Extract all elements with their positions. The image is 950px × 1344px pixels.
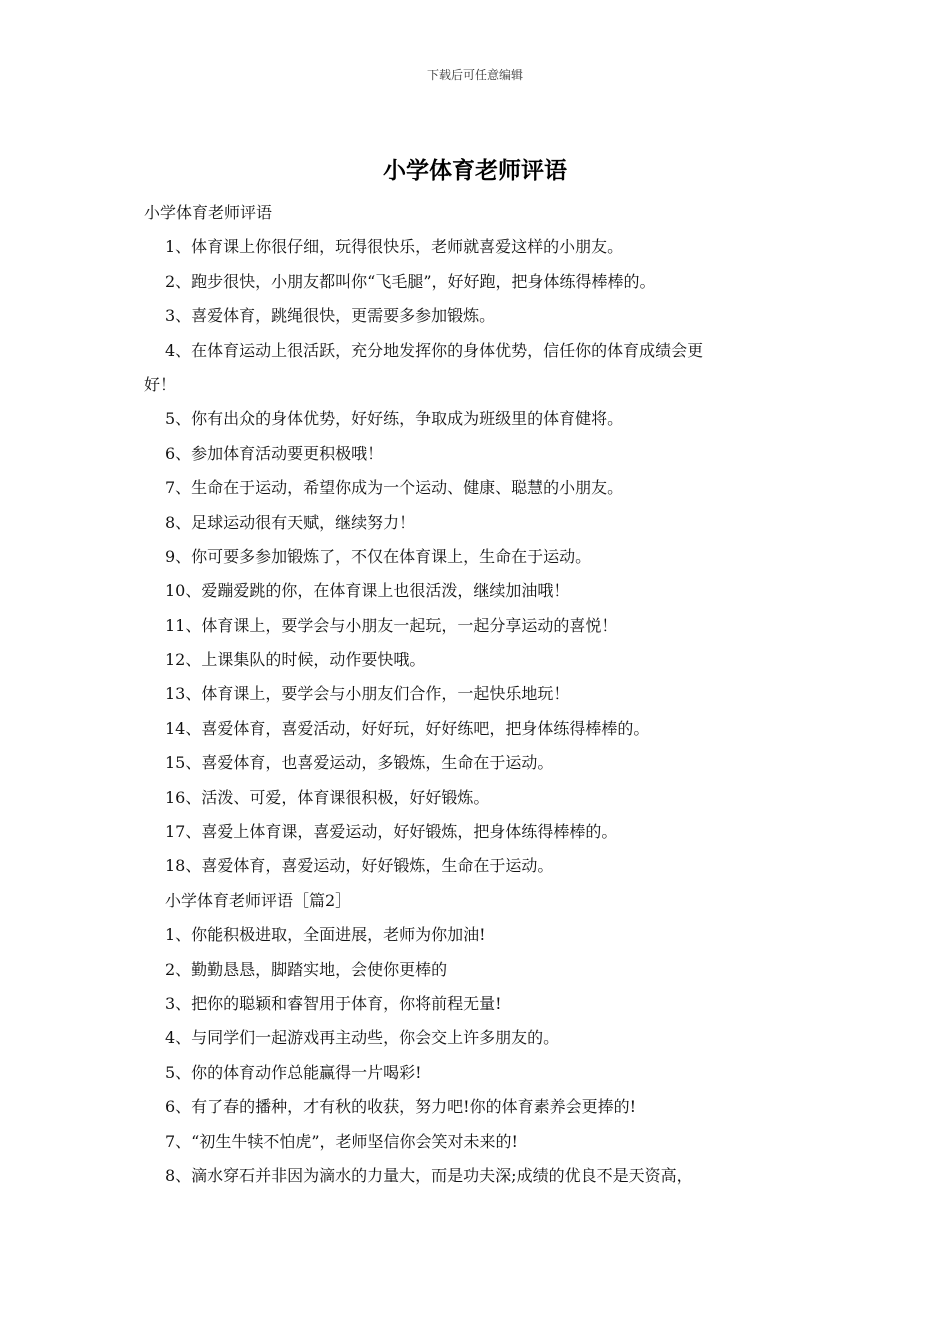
text-line: 11、体育课上，要学会与小朋友一起玩，一起分享运动的喜悦！: [165, 615, 618, 635]
text-line: 3、把你的聪颖和睿智用于体育，你将前程无量!: [165, 993, 502, 1013]
text-line: 10、爱蹦爱跳的你，在体育课上也很活泼，继续加油哦！: [165, 581, 570, 601]
text-line: 6、有了春的播种，才有秋的收获，努力吧!你的体育素养会更捧的!: [165, 1097, 637, 1117]
text-line: 17、喜爱上体育课，喜爱运动，好好锻炼，把身体练得棒棒的。: [165, 822, 618, 842]
text-line: 4、在体育运动上很活跃，充分地发挥你的身体优势，信任你的体育成绩会更: [165, 340, 704, 360]
text-line: 好！: [144, 374, 177, 394]
text-line: 2、勤勤恳恳，脚踏实地，会使你更棒的: [165, 959, 448, 979]
text-line: 14、喜爱体育，喜爱活动，好好玩，好好练吧，把身体练得棒棒的。: [165, 718, 650, 738]
header-note: 下载后可任意编辑: [426, 68, 523, 82]
document-title: 小学体育老师评语: [383, 157, 567, 184]
text-line: 15、喜爱体育，也喜爱运动，多锻炼，生命在于运动。: [165, 753, 554, 773]
text-line: 18、喜爱体育，喜爱运动，好好锻炼，生命在于运动。: [165, 856, 554, 876]
text-line: 8、滴水穿石并非因为滴水的力量大，而是功夫深;成绩的优良不是天资高，: [165, 1165, 693, 1185]
text-line: 3、喜爱体育，跳绳很快，更需要多参加锻炼。: [165, 306, 496, 326]
text-line: 16、活泼、可爱，体育课很积极，好好锻炼。: [165, 787, 490, 807]
text-line: 12、上课集队的时候，动作要快哦。: [165, 650, 426, 670]
text-line: 5、你有出众的身体优势，好好练，争取成为班级里的体育健将。: [165, 409, 624, 429]
text-line: 7、“初生牛犊不怕虎”，老师坚信你会笑对未来的!: [165, 1131, 518, 1151]
text-line: 7、生命在于运动，希望你成为一个运动、健康、聪慧的小朋友。: [165, 478, 624, 498]
text-line: 8、足球运动很有天赋，继续努力！: [165, 512, 416, 532]
text-line: 6、参加体育活动要更积极哦！: [165, 443, 384, 463]
text-line: 1、体育课上你很仔细，玩得很快乐，老师就喜爱这样的小朋友。: [165, 237, 624, 257]
text-line: 小学体育老师评语: [144, 203, 273, 222]
text-line: 1、你能积极进取，全面进展，老师为你加油!: [165, 925, 486, 945]
text-line: 13、体育课上，要学会与小朋友们合作，一起快乐地玩！: [165, 684, 570, 704]
text-line: 2、跑步很快，小朋友都叫你“飞毛腿”，好好跑，把身体练得棒棒的。: [165, 271, 656, 291]
text-line: 5、你的体育动作总能赢得一片喝彩!: [165, 1062, 422, 1082]
text-line: 9、你可要多参加锻炼了，不仅在体育课上，生命在于运动。: [165, 546, 592, 566]
document-body: [144, 196, 808, 1193]
text-line: 4、与同学们一起游戏再主动些，你会交上许多朋友的。: [165, 1028, 560, 1048]
text-line: 小学体育老师评语［篇2］: [165, 890, 352, 910]
